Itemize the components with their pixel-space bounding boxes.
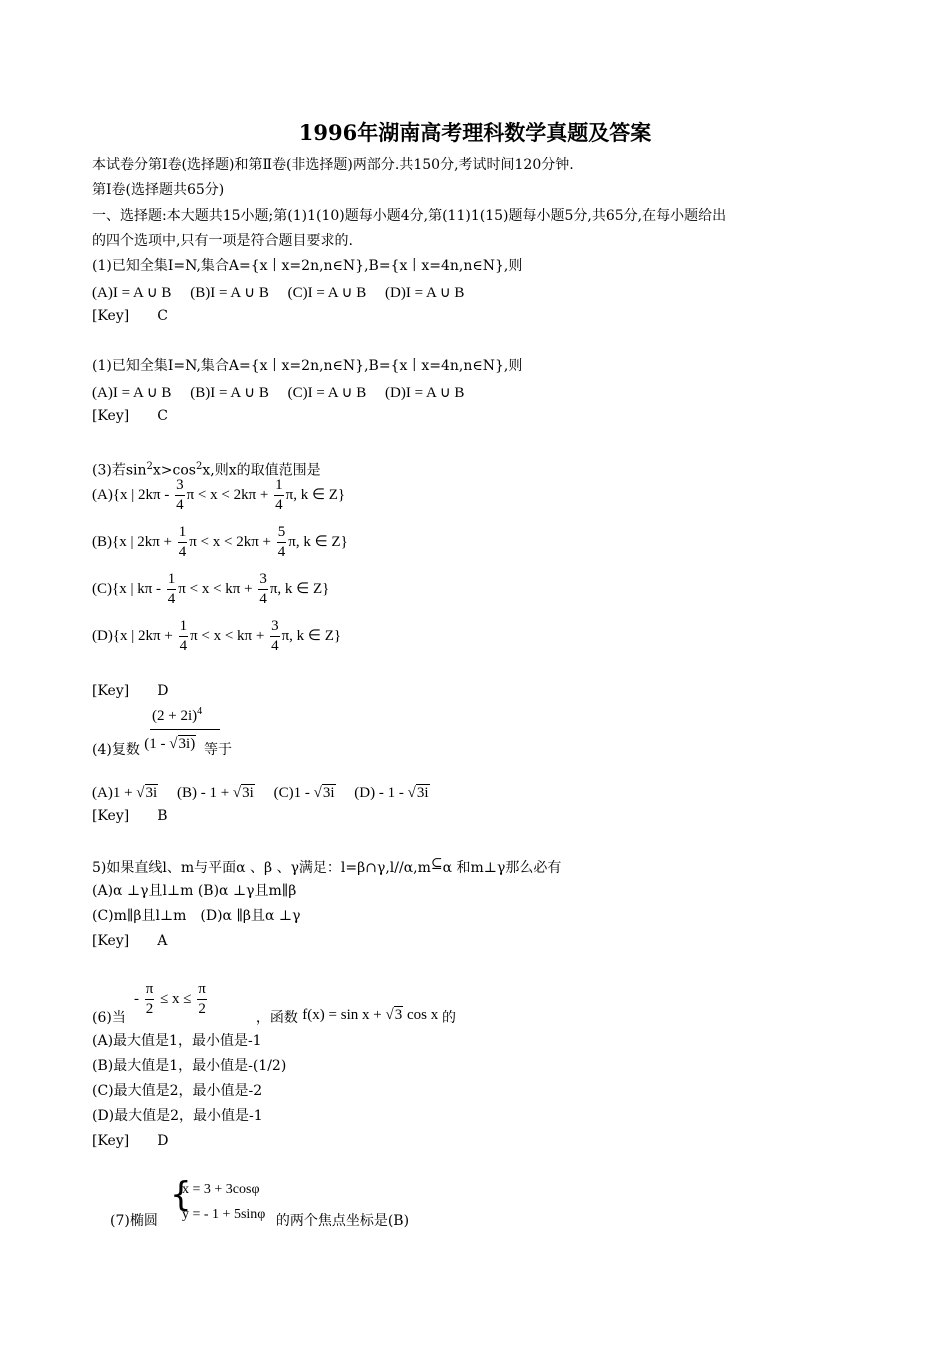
fraction: $\frac{3}{4}$ xyxy=(271,618,279,654)
q4-stem: (4)复数 (1 - √3i) 等于 xyxy=(92,736,232,758)
q1-key: [Key] C xyxy=(92,308,168,324)
q3-exponent-1: 2 xyxy=(146,461,153,472)
page-title: 1996年湖南高考理科数学真题及答案 xyxy=(298,120,652,145)
q5-options-ab: (A)α ⊥γ且l⊥m (B)α ⊥γ且m∥β xyxy=(92,883,297,899)
q1-options xyxy=(92,281,464,302)
q3-stem: (3)若$\sin^2x>\cos^2x$,则x的取值范围是 xyxy=(92,461,321,479)
fraction: $\frac{5}{4}$ xyxy=(277,524,286,560)
left-brace: { xyxy=(170,1175,192,1215)
q3-option-c: (C){x | kπ - $\frac{1}{4}$ π < x < kπ + $\frac{3}{4}$ π, k ∈ Z} xyxy=(92,571,330,607)
q1b-option-b: (B)I = A ∪ B xyxy=(190,385,269,401)
q6-range: - $\frac{\pi}{2}$ ≤ x ≤ $\frac{\pi}{2}$ xyxy=(134,981,206,1017)
q7-stem: (7)椭圆 的两个焦点坐标是(B) xyxy=(110,1213,410,1229)
q5-key: [Key] A xyxy=(92,933,168,949)
q3-option-d: (D){x | 2kπ + $\frac{1}{4}$ π < x < kπ + $\frac{3}{4}$ π, k ∈ Z} xyxy=(92,618,342,654)
q3-key: [Key] D xyxy=(92,683,169,699)
q4-options xyxy=(92,781,430,802)
q4-denominator: (1 - √3i) xyxy=(144,736,196,752)
q6-option-c: (C)最大值是2，最小值是-2 xyxy=(92,1083,263,1099)
q7-equation-x: x = 3 + 3cosφ xyxy=(182,1182,260,1197)
q1-stem: (1)已知全集I=N,集合A={x丨x=2n,n∈N},B={x丨x=4n,n∈N},则 xyxy=(92,258,523,274)
q1b-option-d: (D)I = A ∪ B xyxy=(385,385,465,401)
fraction: $\frac{3}{4}$ xyxy=(259,571,267,607)
fraction: $\frac{3}{4}$ xyxy=(176,477,184,513)
q1b-key: [Key] C xyxy=(92,408,168,424)
fraction: $\frac{1}{4}$ xyxy=(275,477,283,513)
fraction: $\frac{1}{4}$ xyxy=(178,524,187,560)
q6-option-a: (A)最大值是1，最小值是-1 xyxy=(92,1033,262,1049)
q6-function: f(x) = sin x + √3 cos x xyxy=(302,1007,439,1023)
q5-options-cd: (C)m∥β且l⊥m (D)α ∥β且α ⊥γ xyxy=(92,908,301,924)
q4-option-d: (D) - 1 - √3i xyxy=(354,785,429,801)
q1-option-b: (B)I = A ∪ B xyxy=(190,285,269,301)
q1-option-d: (D)I = A ∪ B xyxy=(385,285,465,301)
q1b-option-a: (A)I = A ∪ B xyxy=(92,385,172,401)
q1-option-c: (C)I = A ∪ B xyxy=(287,285,367,301)
q4-numerator: $(2 + 2i)^4$ xyxy=(152,706,203,724)
subset-symbol: ⊆ xyxy=(430,856,443,872)
fraction: $\frac{\pi}{2}$ xyxy=(198,981,206,1017)
q3-exponent-2: 2 xyxy=(195,461,203,472)
q4-fraction-bar xyxy=(150,729,220,730)
q4-key: [Key] B xyxy=(92,808,168,824)
q6-stem: (6)当 ，函数 f(x) = sin x + √3 cos x 的 xyxy=(92,1007,456,1026)
intro-line-3: 一、选择题:本大题共15小题;第(1)1(10)题每小题4分,第(11)1(15)题每小题5分,共65分,在每小题给出 xyxy=(92,208,727,224)
q4-option-c: (C)1 - √3i xyxy=(273,785,335,801)
intro-line-4: 的四个选项中,只有一项是符合题目要求的. xyxy=(92,233,353,249)
q1b-option-c: (C)I = A ∪ B xyxy=(287,385,367,401)
q1b-stem: (1)已知全集I=N,集合A={x丨x=2n,n∈N},B={x丨x=4n,n∈N},则 xyxy=(92,358,523,374)
q3-option-b: (B){x | 2kπ + $\frac{1}{4}$ π < x < 2kπ + $\frac{5}{4}$ π, k ∈ Z} xyxy=(92,524,348,560)
intro-line-1: 本试卷分第Ⅰ卷(选择题)和第Ⅱ卷(非选择题)两部分.共150分,考试时间120分钟. xyxy=(92,157,574,173)
q3-option-a: (A){x | 2kπ - $\frac{3}{4}$ π < x < 2kπ + $\frac{1}{4}$ π, k ∈ Z} xyxy=(92,477,346,513)
q6-key: [Key] D xyxy=(92,1133,169,1149)
q4-option-b: (B) - 1 + √3i xyxy=(176,785,254,801)
fraction: $\frac{1}{4}$ xyxy=(167,571,176,607)
q6-option-b: (B)最大值是1，最小值是-(1/2) xyxy=(92,1058,287,1074)
q4-option-a: (A)1 + √3i xyxy=(92,785,158,801)
q1-option-a: (A)I = A ∪ B xyxy=(92,285,172,301)
intro-line-2: 第Ⅰ卷(选择题共65分) xyxy=(92,182,225,198)
fraction: $\frac{1}{4}$ xyxy=(179,618,188,654)
q7-equation-y: y = - 1 + 5sinφ xyxy=(182,1207,266,1222)
fraction: $\frac{\pi}{2}$ xyxy=(145,981,154,1017)
q5-stem: 5)如果直线l、m与平面α 、β 、γ满足：l=β∩γ,l//α,m⊆α 和m⊥γ那么必有 xyxy=(92,856,562,876)
q1b-options xyxy=(92,381,464,402)
q6-option-d: (D)最大值是2，最小值是-1 xyxy=(92,1108,263,1124)
